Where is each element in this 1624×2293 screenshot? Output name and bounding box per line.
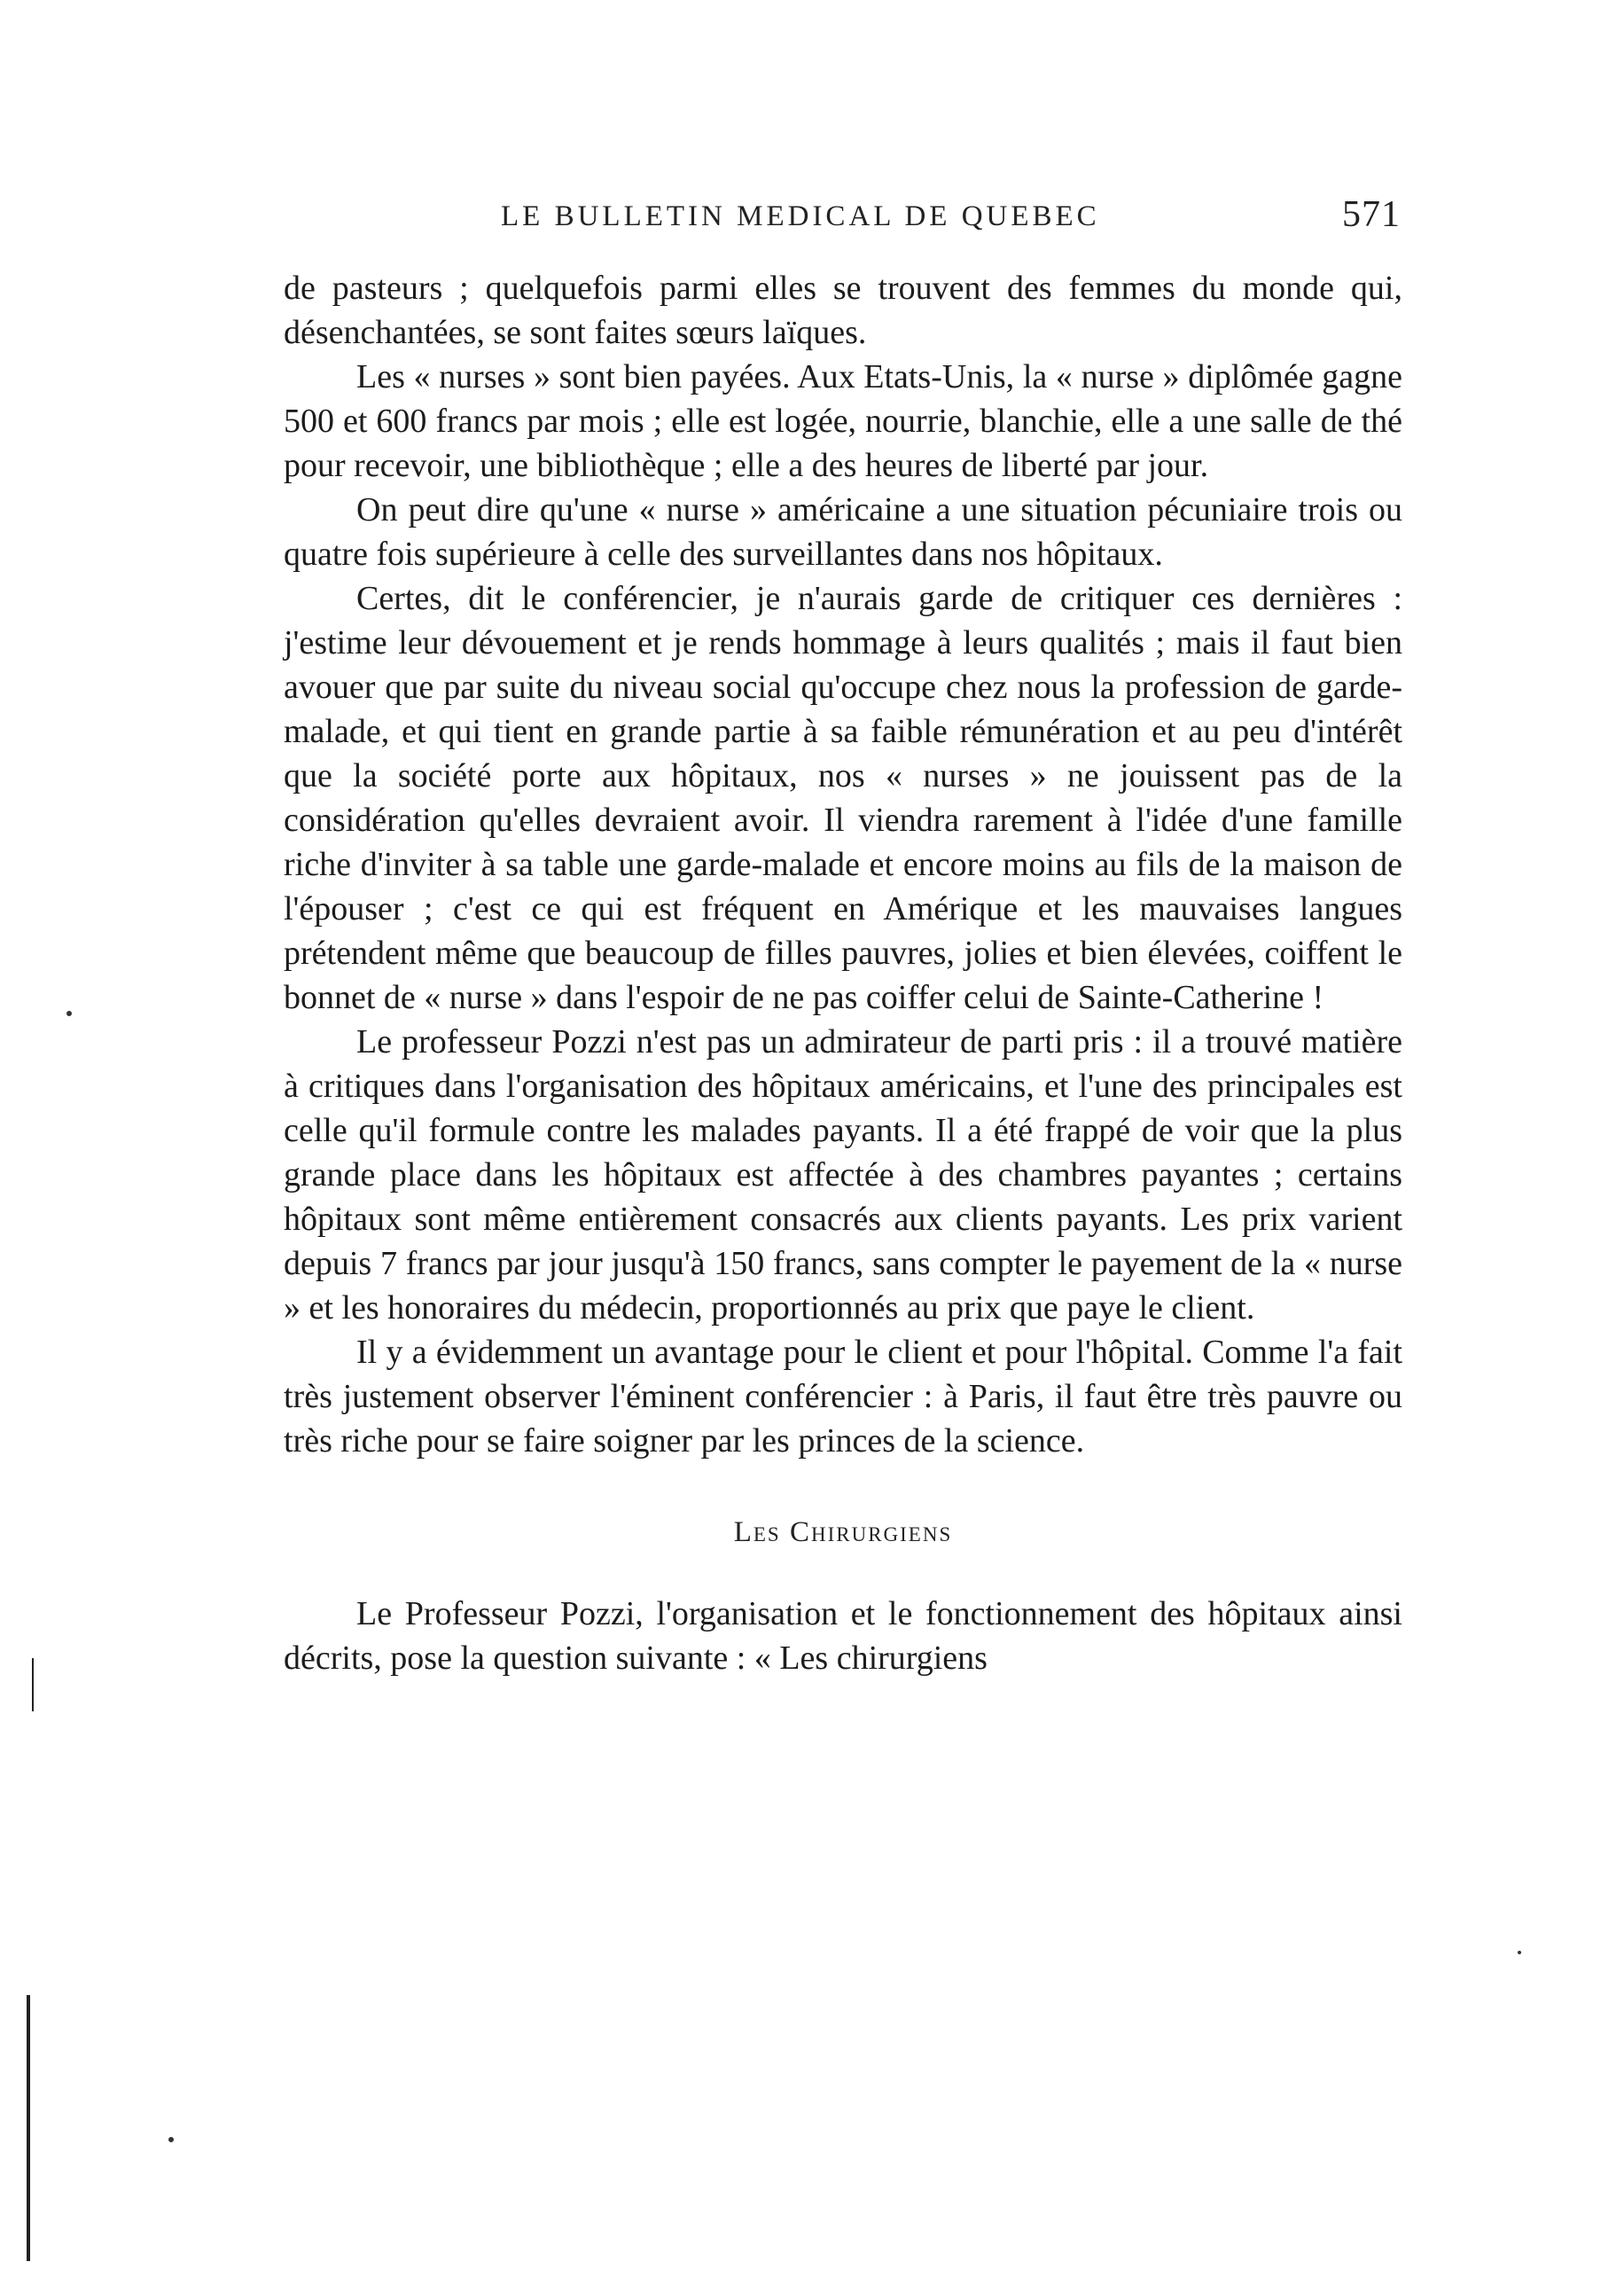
paragraph-lecturer-comment: Certes, dit le conférencier, je n'aurais garde de critiquer ces dernières : j'estime leur dévouement et je rends hommage à leurs qualités ; mais il faut bien avouer que par suite du niveau social qu'occupe chez nous la profession de garde-malade, et qui tient en grande partie à sa faible rémunération et au peu d'intérêt que la société porte aux hôpitaux, nos « nurses » ne jouissent pas de la considération qu'elles devraient avoir. Il viendra rarement à l'idée d'une famille riche d'inviter à sa table une garde-malade et encore moins au fils de la maison de l'épouser ; c'est ce qui est fréquent en Amérique et les mauvaises langues prétendent même que beaucoup de filles pauvres, jolies et bien élevées, coiffent le bonnet de « nurse » dans l'espoir de ne pas coiffer celui de Sainte-Catherine ! xyxy=(284,580,1402,1016)
section-heading: Les Chirurgiens xyxy=(733,1516,953,1548)
paragraph-advantage: Il y a évidemment un avantage pour le client et pour l'hôpital. Comme l'a fait très justement observer l'éminent conférencier : à Paris, il faut être très pauvre ou très riche pour se faire soigner par les princes de la science. xyxy=(284,1334,1402,1460)
paragraph-section-start: Le Professeur Pozzi, l'organisation et le fonctionnement des hôpitaux ainsi décrits, pose la question suivante : « Les chirurgiens xyxy=(284,1595,1402,1677)
page-number: 571 xyxy=(1342,194,1401,235)
scan-edge-mark xyxy=(27,1995,30,2261)
body-text xyxy=(284,266,1402,1680)
scan-edge-mark xyxy=(32,1658,34,1711)
scan-speck xyxy=(66,1011,72,1016)
paragraph-nurse-situation: On peut dire qu'une « nurse » américaine a une situation pécuniaire trois ou quatre fois supérieure à celle des surveillantes dans nos hôpitaux. xyxy=(284,491,1402,573)
running-head xyxy=(284,193,1401,247)
paragraph-continuation: de pasteurs ; quelquefois parmi elles se trouvent des femmes du monde qui, désenchantées, se sont faites sœurs laïques. xyxy=(284,270,1402,351)
paragraph-pozzi-critique: Le professeur Pozzi n'est pas un admirateur de parti pris : il a trouvé matière à critiques dans l'organisation des hôpitaux américains, et l'une des principales est celle qu'il formule contre les malades payants. Il a été frappé de voir que la plus grande place dans les hôpitaux est affectée à des chambres payantes ; certains hôpitaux sont même entièrement consacrés aux clients payants. Les prix varient depuis 7 francs par jour jusqu'à 150 francs, sans compter le payement de la « nurse » et les honoraires du médecin, proportionnés au prix que paye le client. xyxy=(284,1023,1402,1326)
scan-speck xyxy=(1518,1951,1521,1954)
scan-speck xyxy=(168,2137,174,2142)
paragraph-nurse-pay: Les « nurses » sont bien payées. Aux Etats-Unis, la « nurse » diplômée gagne 500 et 600 francs par mois ; elle est logée, nourrie, blanchie, elle a une salle de thé pour recevoir, une bibliothèque ; elle a des heures de liberté par jour. xyxy=(284,358,1402,484)
running-title: LE BULLETIN MEDICAL DE QUEBEC xyxy=(501,200,1100,232)
